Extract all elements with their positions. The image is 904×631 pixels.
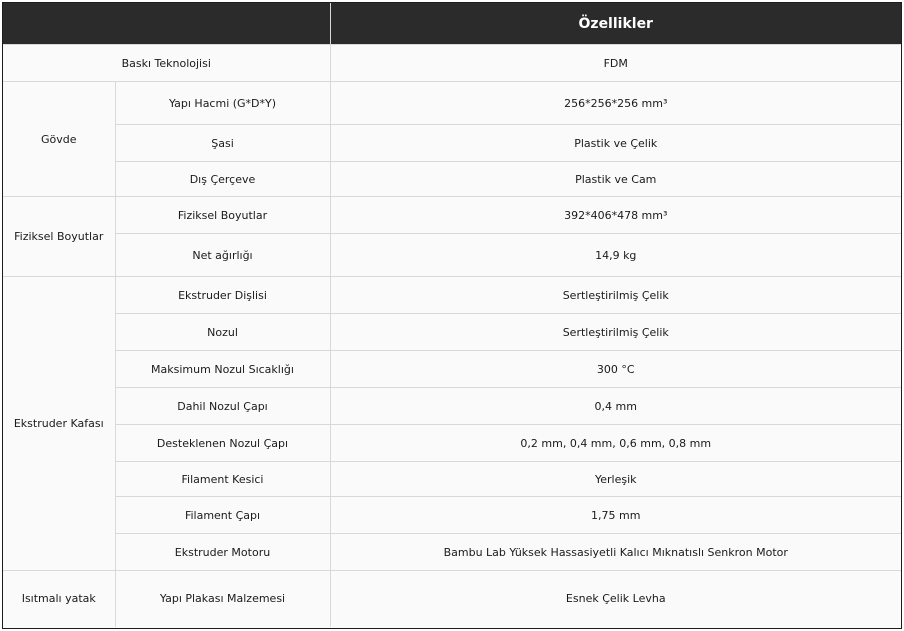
row-value: 256*256*256 mm³ — [330, 82, 901, 125]
table-header-row — [3, 3, 901, 45]
row-value: 0,2 mm, 0,4 mm, 0,6 mm, 0,8 mm — [330, 425, 901, 462]
spec-table-frame — [2, 2, 902, 629]
table-row — [3, 425, 901, 462]
group-label-isitmali: Isıtmalı yatak — [3, 571, 115, 627]
row-value: 14,9 kg — [330, 234, 901, 277]
table-row — [3, 45, 901, 82]
row-label: Filament Kesici — [115, 462, 330, 497]
spec-table — [3, 3, 901, 627]
row-label: Dış Çerçeve — [115, 162, 330, 197]
row-label: Yapı Plakası Malzemesi — [115, 571, 330, 627]
row-value: 0,4 mm — [330, 388, 901, 425]
table-row — [3, 388, 901, 425]
row-label: Ekstruder Dişlisi — [115, 277, 330, 314]
table-row — [3, 82, 901, 125]
row-label: Maksimum Nozul Sıcaklığı — [115, 351, 330, 388]
row-value: FDM — [330, 45, 901, 82]
table-row — [3, 197, 901, 234]
table-row — [3, 351, 901, 388]
row-value: Esnek Çelik Levha — [330, 571, 901, 627]
row-value: Plastik ve Cam — [330, 162, 901, 197]
table-row — [3, 497, 901, 534]
row-label: Yapı Hacmi (G*D*Y) — [115, 82, 330, 125]
table-row — [3, 314, 901, 351]
row-label: Desteklenen Nozul Çapı — [115, 425, 330, 462]
row-value: Sertleştirilmiş Çelik — [330, 314, 901, 351]
row-value: Bambu Lab Yüksek Hassasiyetli Kalıcı Mıknatıslı Senkron Motor — [330, 534, 901, 571]
row-value: 1,75 mm — [330, 497, 901, 534]
row-label: Nozul — [115, 314, 330, 351]
group-label-fiziksel: Fiziksel Boyutlar — [3, 197, 115, 277]
row-value: Plastik ve Çelik — [330, 125, 901, 162]
row-label: Filament Çapı — [115, 497, 330, 534]
row-value: 392*406*478 mm³ — [330, 197, 901, 234]
table-row — [3, 571, 901, 627]
row-label: Dahil Nozul Çapı — [115, 388, 330, 425]
row-label: Baskı Teknolojisi — [3, 45, 330, 82]
group-label-govde: Gövde — [3, 82, 115, 197]
row-value: Sertleştirilmiş Çelik — [330, 277, 901, 314]
table-row — [3, 234, 901, 277]
header-ozellikler: Özellikler — [330, 3, 901, 45]
table-row — [3, 462, 901, 497]
table-row — [3, 125, 901, 162]
group-label-ekstruder: Ekstruder Kafası — [3, 277, 115, 571]
table-row — [3, 162, 901, 197]
row-label: Şasi — [115, 125, 330, 162]
row-label: Ekstruder Motoru — [115, 534, 330, 571]
table-row — [3, 534, 901, 571]
row-value: Yerleşik — [330, 462, 901, 497]
row-label: Net ağırlığı — [115, 234, 330, 277]
table-row — [3, 277, 901, 314]
header-blank-cell — [3, 3, 330, 45]
row-value: 300 °C — [330, 351, 901, 388]
row-label: Fiziksel Boyutlar — [115, 197, 330, 234]
